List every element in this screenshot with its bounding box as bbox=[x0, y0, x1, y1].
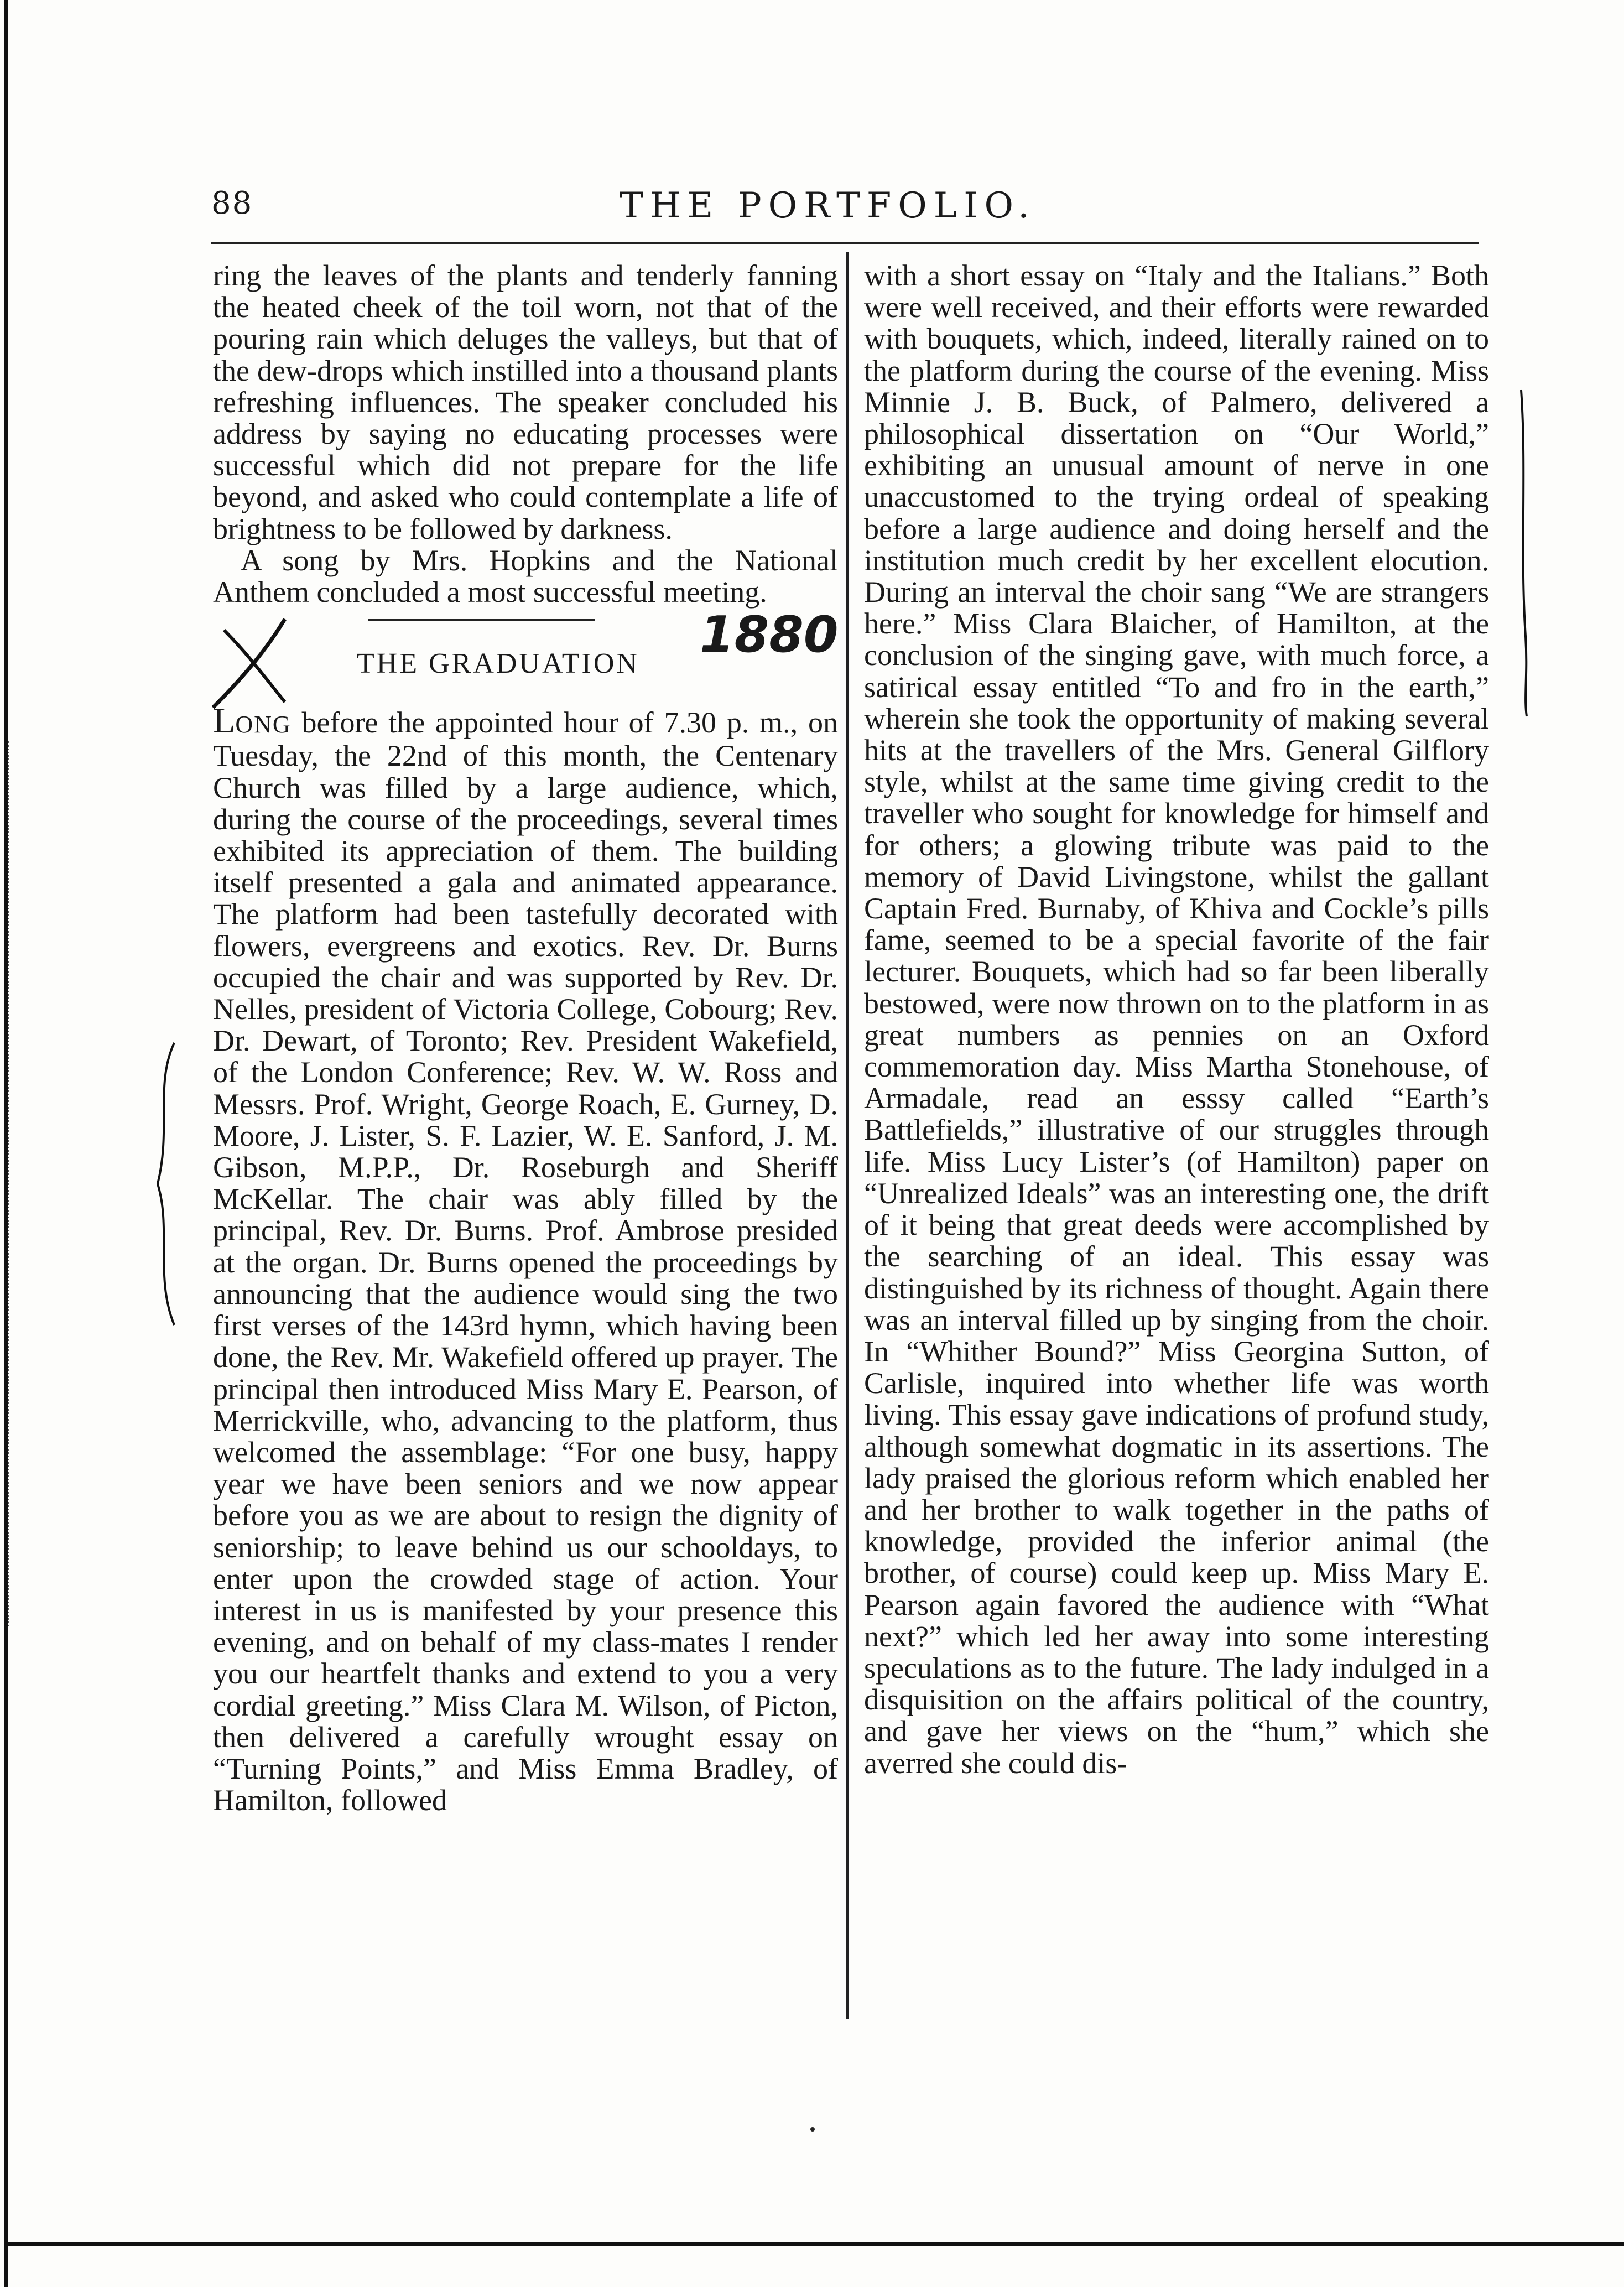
left-paragraph: A song by Mrs. Hopkins and the National Anthem concluded a most successful meeting. bbox=[213, 543, 838, 609]
drop-cap: L bbox=[213, 700, 236, 741]
column-divider bbox=[846, 252, 849, 2019]
heading-rule bbox=[368, 619, 595, 621]
left-column bbox=[213, 260, 838, 1816]
handwritten-year-note: 1880 bbox=[700, 606, 839, 664]
bottom-dot bbox=[810, 2127, 815, 2132]
handwritten-bracket-icon bbox=[149, 1040, 183, 1328]
handwritten-x-mark-icon bbox=[202, 614, 313, 713]
right-column bbox=[864, 260, 1489, 1779]
dotted-margin-line bbox=[8, 741, 9, 1626]
running-title: THE PORTFOLIO. bbox=[620, 185, 1036, 226]
section-heading: THE GRADUATION bbox=[357, 648, 639, 680]
header-rule bbox=[211, 242, 1479, 244]
graduation-body: before the appointed hour of 7.30 p. m., on Tuesday, the 22nd of this month, the Centenary Church was filled by a large audience, which, during the course of the proceedings, several times exhibited its appreciation of them. The building itself presented a gala and animated appearance. The platform had been tastefully decorated with flowers, evergreens and exotics. Rev. Dr. Burns occupied the chair and was supported by Rev. Dr. Nelles, president of Victoria College, Cobourg; Rev. Dr. Dewart, of Toronto; Rev. President Wakefield, of the London Conference; Rev. W. W. Ross and Messrs. Prof. Wright, George Roach, E. Gurney, D. Moore, J. Lister, S. F. Lazier, W. E. Sanford, J. M. Gibson, M.P.P., Dr. Roseburgh and Sheriff McKellar. The chair was ably filled by the principal, Rev. Dr. Burns. Prof. Ambrose presided at the organ. Dr. Burns opened the proceedings by announcing that the audience would sing the two first verses of the 143rd hymn, which having been done, the Rev. Mr. Wakefield offered up prayer. The principal then introduced Miss Mary E. Pearson, of Merrickville, who, advancing to the platform, thus welcomed the assemblage: “For one busy, happy year we have been seniors and we now appear before you as we are about to resign the dignity of seniorship; to leave behind us our schooldays, to enter upon the crowded stage of action. Your interest in us is manifested by your presence this evening, and on behalf of my class-mates I render you our heartfelt thanks and extend to you a very cordial greeting.” Miss Clara M. Wilson, of Picton, then delivered a carefully wrought essay on “Turning Points,” and Miss Emma Bradley, of Hamilton, followed bbox=[213, 706, 838, 1817]
small-caps-opening: ONG bbox=[235, 711, 292, 739]
handwritten-margin-line-icon bbox=[1516, 387, 1538, 719]
bottom-edge-rule bbox=[6, 2242, 1624, 2246]
right-paragraph: with a short essay on “Italy and the Italians.” Both were well received, and their efforts were rewarded with bouquets, which, indeed, literally rained on to the platform during the course of the evening. Miss Minnie J. B. Buck, of Palmero, delivered a philosophical dissertation on “Our World,” exhibiting an unusual amount of nerve in one unaccustomed to the trying ordeal of speaking before a large audience and doing herself and the institution much credit by her excellent elocution. During an interval the choir sang “We are strangers here.” Miss Clara Blaicher, of Hamilton, at the conclusion of the singing gave, with much force, a satirical essay entitled “To and fro in the earth,” wherein she took the opportunity of making several hits at the travellers of the Mrs. General Gilflory style, whilst at the same time giving credit to the traveller who sought for knowledge for himself and for others; a glowing tribute was paid to the memory of David Livingstone, whilst the gallant Captain Fred. Burnaby, of Khiva and Cockle’s pills fame, seemed to be a special favorite of the fair lecturer. Bouquets, which had so far been liberally bestowed, were now thrown on to the platform in as great numbers as pennies on an Oxford commemoration day. Miss Martha Stonehouse, of Armadale, read an esssy called “Earth’s Battlefields,” illustrative of our struggles through life. Miss Lucy Lister’s (of Hamilton) paper on “Unrealized Ideals” was an interesting one, the drift of it being that great deeds were accomplished by the searching of an ideal. This essay was distinguished by its richness of thought. Again there was an interval filled up by singing from the choir. In “Whither Bound?” Miss Georgina Sutton, of Carlisle, inquired into whether life was worth living. This essay gave indications of profund study, although somewhat dogmatic in its assertions. The lady praised the glorious reform which enabled her and her brother to walk together in the paths of knowledge, provided the inferior animal (the brother, of course) could keep up. Miss Mary E. Pearson again favored the audience with “What next?” which led her away into some interesting speculations as to the future. The lady indulged in a disquisition on the affairs political of the country, and gave her views on the “hum,” which she averred she could dis- bbox=[864, 259, 1489, 1780]
graduation-paragraph bbox=[213, 700, 838, 1817]
page-number: 88 bbox=[211, 185, 253, 221]
left-paragraph: ring the leaves of the plants and tenderly fanning the heated cheek of the toil worn, not that of the pouring rain which deluges the valleys, but that of the dew-drops which instilled into a thousand plants refreshing influences. The speaker concluded his address by saying no educating processes were successful which did not prepare for the life beyond, and asked who could contemplate a life of brightness to be followed by darkness. bbox=[213, 259, 838, 545]
section-heading-block bbox=[213, 608, 838, 705]
